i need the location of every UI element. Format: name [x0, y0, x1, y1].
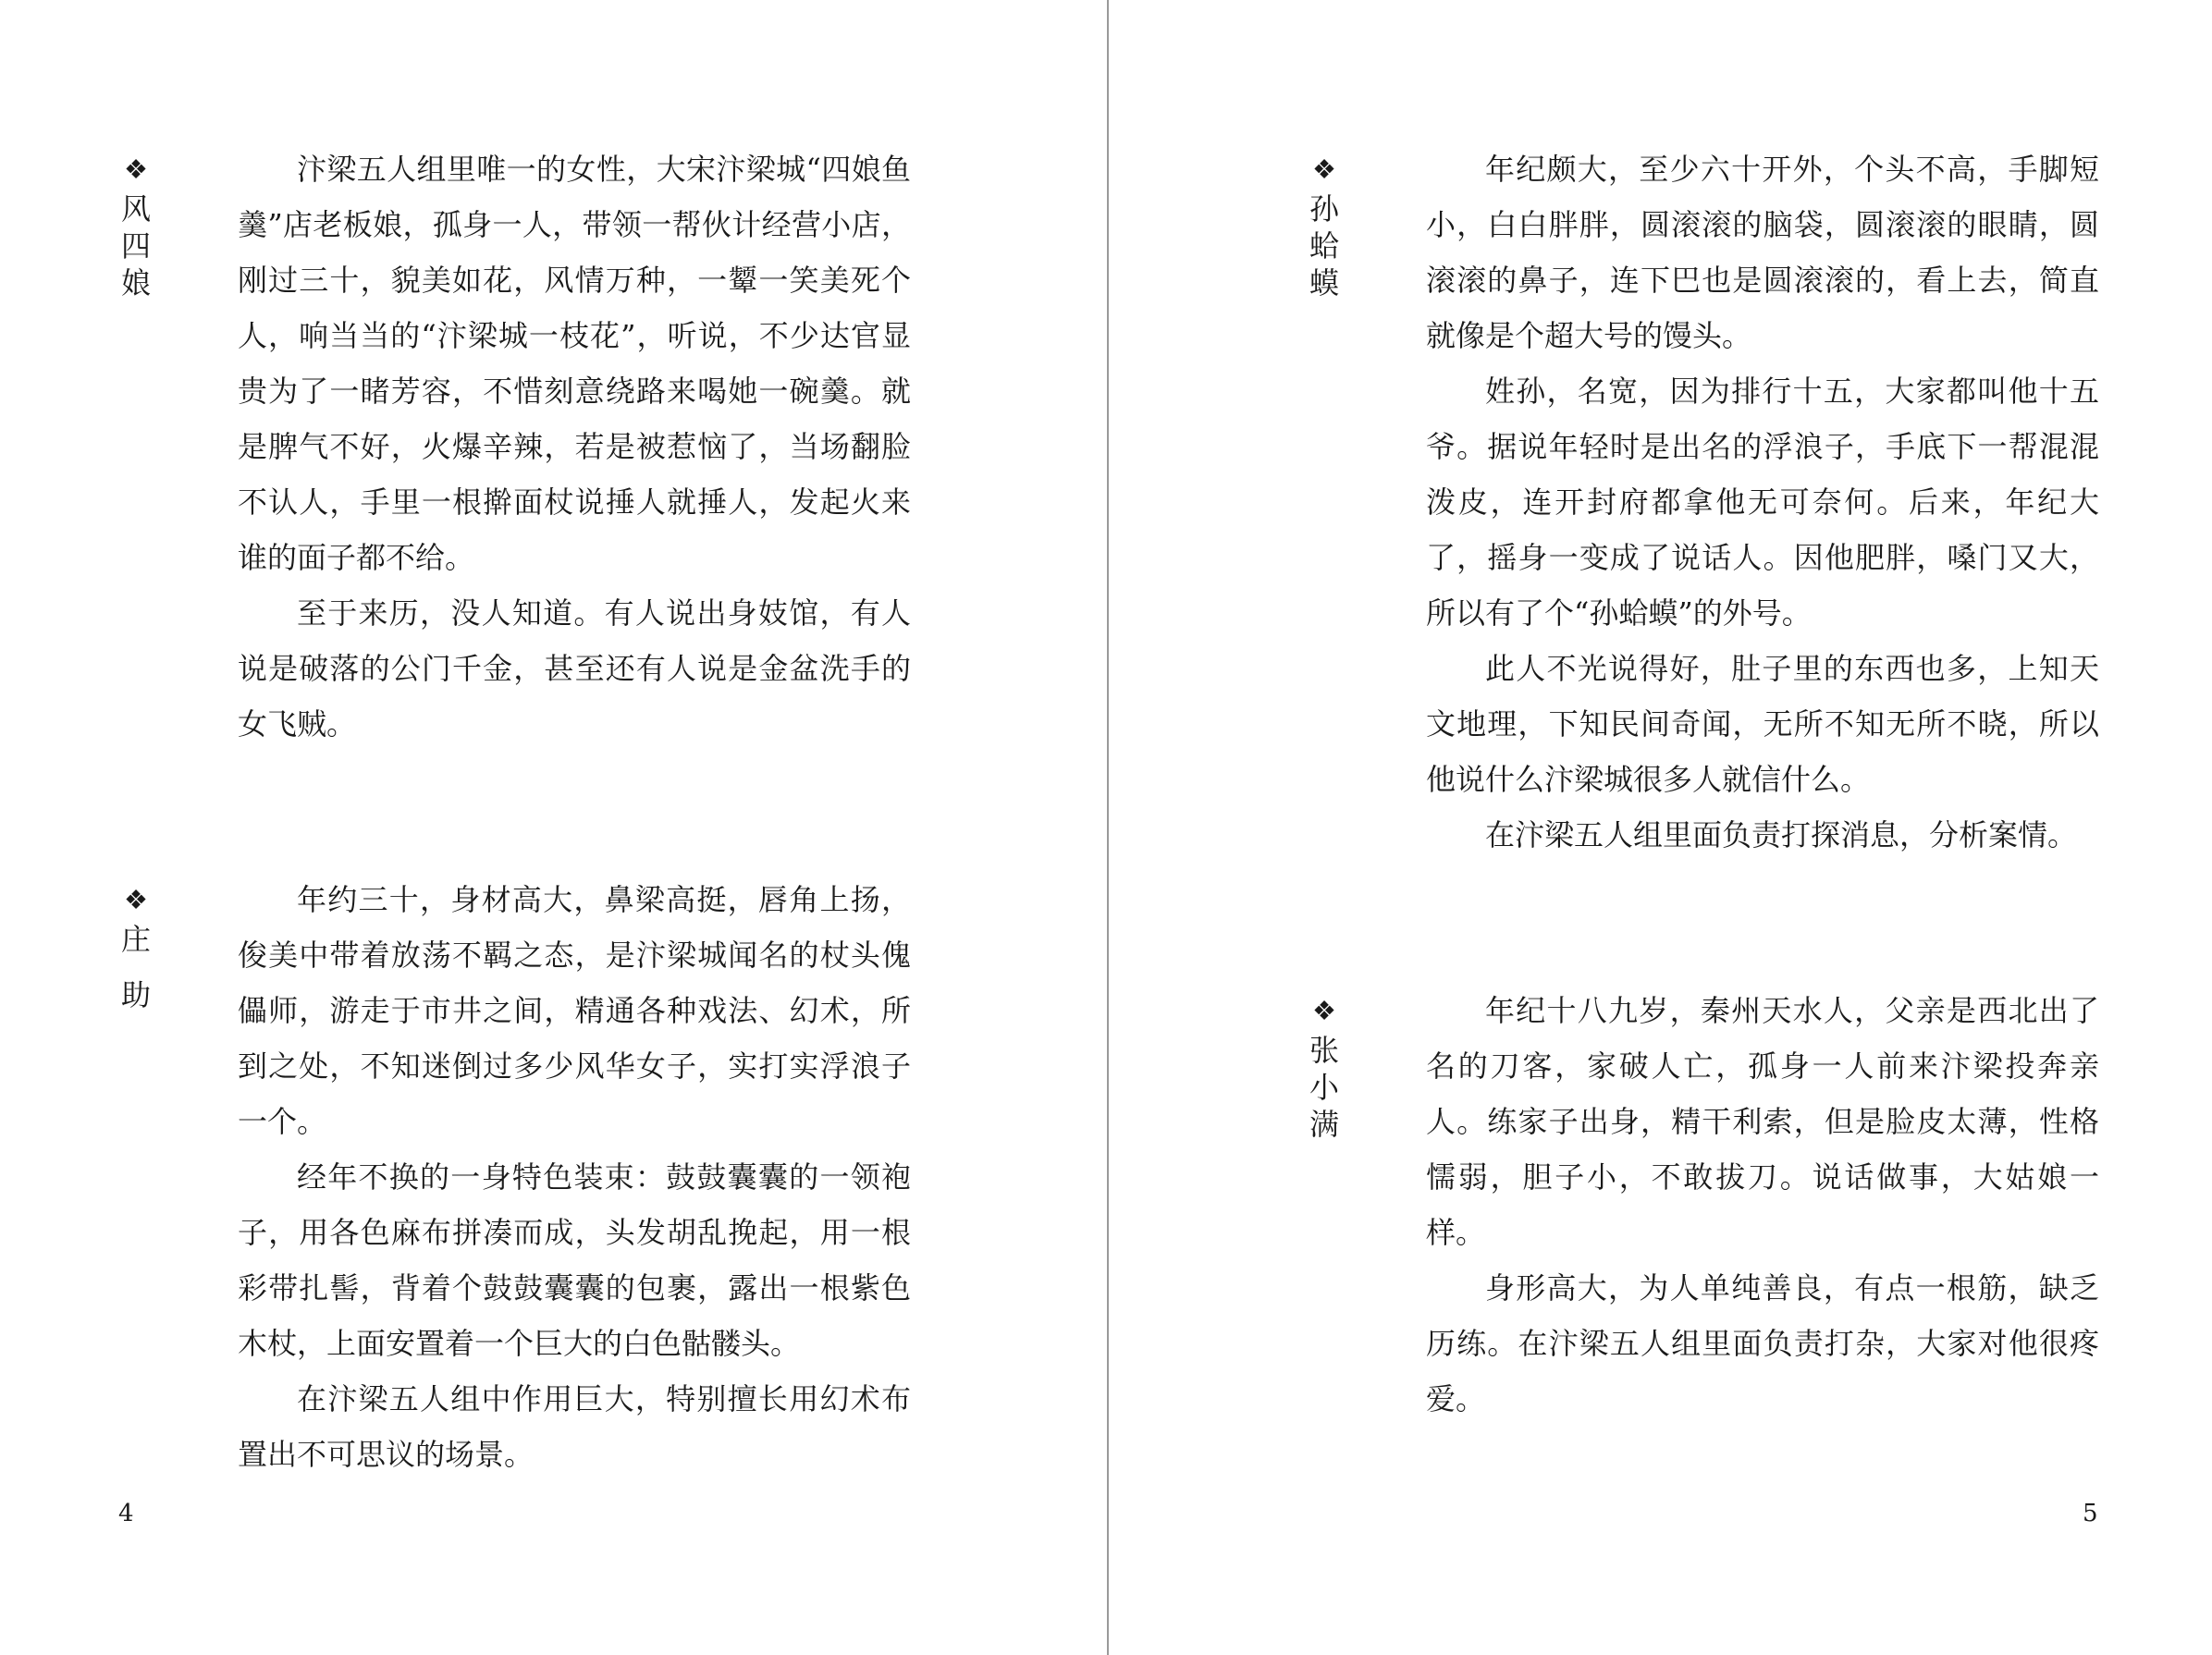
name-char: 满 [1309, 1107, 1339, 1142]
character-description [238, 141, 911, 752]
paragraph: 姓孙，名宽，因为排行十五，大家都叫他十五爷。据说年轻时是出名的浮浪子，手底下一帮混混泼皮，连开封府都拿他无可奈何。后来，年纪大了，摇身一变成了说话人。因他肥胖，嗓门又大，所以有了个“孙蛤蟆”的外号。 [1426, 374, 2099, 631]
paragraph: 年约三十，身材高大，鼻梁高挺，唇角上扬，俊美中带着放荡不羁之态，是汴梁城闻名的杖头傀儡师，游走于市井之间，精通各种戏法、幻术，所到之处，不知迷倒过多少风华女子，实打实浮浪子一个。 [238, 882, 911, 1139]
name-char: 娘 [120, 265, 151, 300]
character-description [1426, 141, 2099, 863]
name-char: 孙 [1309, 191, 1339, 227]
paragraph: 年纪颇大，至少六十开外，个头不高，手脚短小，白白胖胖，圆滚滚的脑袋，圆滚滚的眼睛，圆滚滚的鼻子，连下巴也是圆滚滚的，看上去，简直就像是个超大号的馒头。 [1426, 152, 2099, 353]
diamond-bullet-icon: ❖ [124, 153, 148, 185]
character-name [1306, 1032, 1343, 1143]
name-char: 四 [120, 228, 151, 264]
paragraph: 在汴梁五人组里面负责打探消息，分析案情。 [1485, 817, 2078, 852]
name-char: 张 [1309, 1033, 1339, 1068]
name-char: 助 [120, 977, 151, 1012]
paragraph: 经年不换的一身特色装束：鼓鼓囊囊的一领袍子，用各色麻布拼凑而成，头发胡乱挽起，用一根彩带扎髻，背着个鼓鼓囊囊的包裹，露出一根紫色木杖，上面安置着一个巨大的白色骷髅头。 [238, 1159, 911, 1361]
paragraph: 至于来历，没人知道。有人说出身妓馆，有人说是破落的公门千金，甚至还有人说是金盆洗手的女飞贼。 [238, 595, 911, 742]
character-name [1306, 190, 1343, 301]
paragraph: 此人不光说得好，肚子里的东西也多，上知天文地理，下知民间奇闻，无所不知无所不晓，所以他说什么汴梁城很多人就信什么。 [1426, 651, 2099, 797]
name-char: 风 [120, 191, 151, 227]
paragraph: 年纪十八九岁，秦州天水人，父亲是西北出了名的刀客，家破人亡，孤身一人前来汴梁投奔亲人。练家子出身，精干利索，但是脸皮太薄，性格懦弱，胆子小，不敢拔刀。说话做事，大姑娘一样。 [1426, 993, 2099, 1250]
page-number: 5 [2083, 1500, 2098, 1527]
paragraph: 汴梁五人组里唯一的女性，大宋汴梁城“四娘鱼羹”店老板娘，孤身一人，带领一帮伙计经营小店，刚过三十，貌美如花，风情万种，一颦一笑美死个人，响当当的“汴梁城一枝花”，听说，不少达官显贵为了一睹芳容，不惜刻意绕路来喝她一碗羹。就是脾气不好，火爆辛辣，若是被惹恼了，当场翻脸不认人，手里一根擀面杖说捶人就捶人，发起火来谁的面子都不给。 [238, 152, 911, 575]
paragraph: 身形高大，为人单纯善良，有点一根筋，缺乏历练。在汴梁五人组里面负责打杂，大家对他很疼爱。 [1426, 1270, 2099, 1416]
page-number: 4 [118, 1500, 134, 1527]
name-char: 庄 [120, 922, 151, 957]
character-description [238, 872, 911, 1482]
name-char: 小 [1309, 1070, 1339, 1105]
character-description [1426, 983, 2099, 1427]
paragraph: 在汴梁五人组中作用巨大，特别擅长用幻术布置出不可思议的场景。 [238, 1381, 911, 1472]
diamond-bullet-icon: ❖ [1312, 995, 1336, 1026]
diamond-bullet-icon: ❖ [1312, 153, 1336, 185]
name-char: 蟆 [1309, 265, 1339, 300]
character-name [117, 190, 154, 301]
diamond-bullet-icon: ❖ [124, 884, 148, 915]
character-name [117, 921, 154, 1032]
name-char: 蛤 [1309, 228, 1339, 264]
right-page [1106, 0, 2212, 1655]
